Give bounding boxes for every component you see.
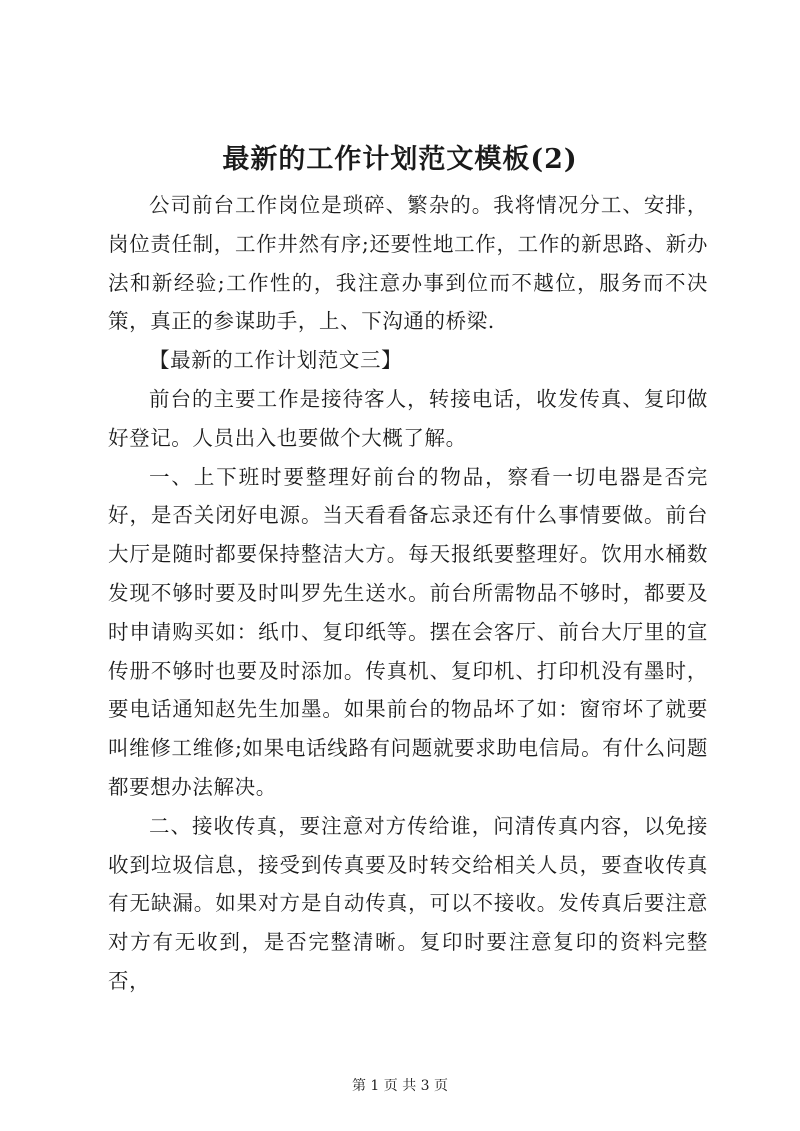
section-heading: 【最新的工作计划范文三】 [149,348,403,373]
document-title: 最新的工作计划范文模板(2) [222,144,578,175]
page-footer: 第 1 页 共 3 页 [351,1078,449,1094]
paragraph-item-one: 一、上下班时要整理好前台的物品，察看一切电器是否完好，是否关闭好电源。当天看看备忘录还有什么事情要做。前台大厅是随时都要保持整洁大方。每天报纸要整理好。饮用水桶数发现不够时要及时叫罗先生送水。前台所需物品不够时，都要及时申请购买如：纸巾、复印纸等。摆在会客厅、前台大厅里的宣传册不够时也要及时添加。传真机、复印机、打印机没有墨时，要电话通知赵先生加墨。如果前台的物品坏了如：窗帘坏了就要叫维修工维修;如果电话线路有问题就要求助电信局。有什么问题都要想办法解决。 [108,464,708,799]
paragraph-intro: 公司前台工作岗位是琐碎、繁杂的。我将情况分工、安排，岗位责任制，工作井然有序;还要性地工作，工作的新思路、新办法和新经验;工作性的，我注意办事到位而不越位，服务而不决策，真正的参谋助手，上、下沟通的桥梁. [108,193,708,334]
paragraph-reception-duties: 前台的主要工作是接待客人，转接电话，收发传真、复印做好登记。人员出入也要做个大概了解。 [108,386,708,450]
document-body [108,186,708,1001]
paragraph-item-two: 二、接收传真，要注意对方传给谁，问清传真内容，以免接收到垃圾信息，接受到传真要及时转交给相关人员，要查收传真有无缺漏。如果对方是自动传真，可以不接收。发传真后要注意对方有无收到，是否完整清晰。复印时要注意复印的资料完整否， [108,813,708,993]
